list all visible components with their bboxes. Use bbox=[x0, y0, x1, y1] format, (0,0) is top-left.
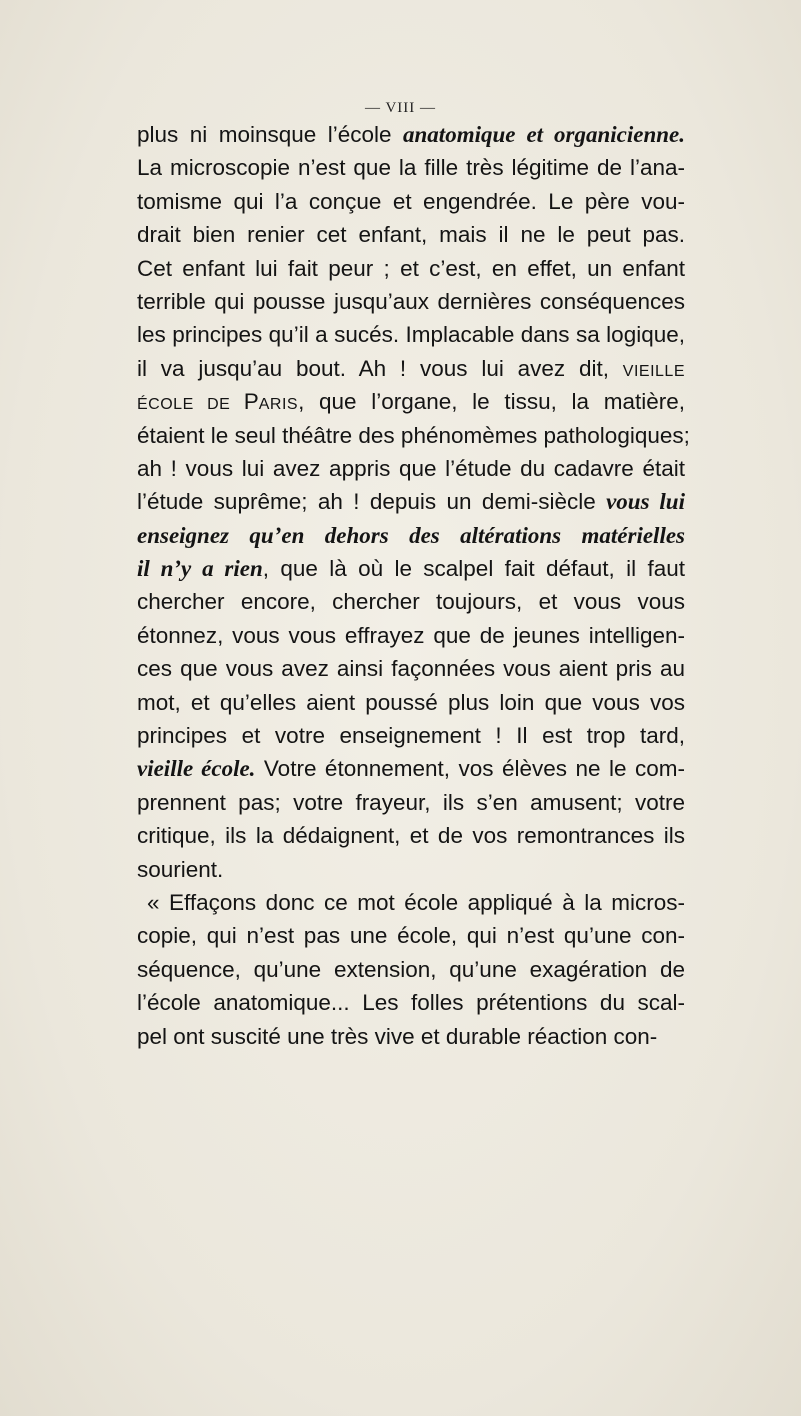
text-segment: chercher encore, chercher toujours, et vous vous bbox=[137, 589, 685, 615]
italic-text: enseignez qu’en dehors des altérations matérielles bbox=[137, 522, 685, 548]
text-segment: plus ni moinsque l’école bbox=[137, 122, 404, 147]
text-line bbox=[137, 619, 685, 652]
text-line bbox=[137, 252, 685, 285]
text-segment: Votre étonnement, vos élèves ne le com- bbox=[255, 756, 685, 782]
page-number-header: — VIII — bbox=[364, 100, 437, 116]
text-segment: séquence, qu’une extension, qu’une exagération de bbox=[137, 956, 685, 982]
text-segment: étonnez, vous vous effrayez que de jeunes intelligen- bbox=[137, 622, 685, 648]
text-line bbox=[137, 485, 685, 518]
italic-text: vieille école. bbox=[137, 756, 256, 782]
text-segment: l’étude suprême; ah ! depuis un demi-siècle bbox=[137, 489, 607, 515]
body-text bbox=[137, 118, 690, 1053]
text-segment: ah ! vous lui avez appris que l’étude du cadavre était bbox=[137, 455, 685, 481]
small-caps-text: ÉCOLE DE bbox=[137, 396, 244, 414]
text-segment: mot, et qu’elles aient poussé plus loin que vous vos bbox=[137, 689, 685, 715]
text-line bbox=[137, 953, 685, 986]
text-line bbox=[137, 786, 685, 819]
text-line bbox=[137, 853, 685, 886]
text-line bbox=[137, 285, 685, 318]
italic-text: vous lui bbox=[606, 489, 685, 515]
text-segment: Cet enfant lui fait peur ; et c’est, en effet, un enfant bbox=[137, 255, 685, 281]
text-segment: La microscopie n’est que la fille très légitime de l’ana- bbox=[137, 155, 685, 181]
text-segment: prennent pas; votre frayeur, ils s’en amusent; votre bbox=[137, 789, 685, 815]
text-line bbox=[137, 519, 685, 552]
text-segment: ces que vous avez ainsi façonnées vous aient pris au bbox=[137, 656, 685, 682]
text-segment: sourient. bbox=[137, 856, 224, 882]
text-line bbox=[137, 819, 685, 852]
text-segment: critique, ils la dédaignent, et de vos remontrances ils bbox=[137, 823, 685, 849]
text-segment: principes et votre enseignement ! Il est trop tard, bbox=[137, 723, 685, 749]
italic-text: anatomique et organicienne. bbox=[403, 122, 685, 147]
text-segment: les principes qu’il a sucés. Implacable dans sa logique, bbox=[137, 322, 685, 348]
text-segment: copie, qui n’est pas une école, qui n’est qu’une con- bbox=[137, 923, 685, 949]
small-caps-text: VIEILLE bbox=[622, 362, 685, 380]
text-line bbox=[137, 419, 690, 452]
text-line bbox=[137, 118, 685, 151]
text-line bbox=[137, 318, 685, 351]
text-line bbox=[137, 552, 685, 585]
text-line bbox=[137, 1020, 685, 1053]
text-segment: il va jusqu’au bout. Ah ! vous lui avez dit, bbox=[137, 355, 623, 381]
text-segment: , que là où le scalpel fait défaut, il faut bbox=[262, 556, 685, 582]
text-line bbox=[137, 185, 685, 218]
text-line bbox=[137, 151, 685, 184]
italic-text: il n’y a rien bbox=[137, 556, 263, 582]
text-segment: , que l’organe, le tissu, la matière, bbox=[298, 389, 685, 415]
small-caps-text: ARIS bbox=[258, 396, 299, 414]
text-segment: P bbox=[243, 389, 259, 415]
text-segment: drait bien renier cet enfant, mais il ne le peut pas. bbox=[137, 222, 685, 248]
text-line bbox=[137, 752, 685, 785]
text-line bbox=[137, 886, 685, 919]
text-line bbox=[137, 686, 685, 719]
text-line bbox=[137, 218, 685, 251]
text-line bbox=[137, 919, 685, 952]
text-line bbox=[137, 385, 685, 418]
text-line bbox=[137, 352, 685, 385]
text-segment: terrible qui pousse jusqu’aux dernières conséquences bbox=[137, 288, 685, 314]
text-line bbox=[137, 986, 685, 1019]
text-segment: étaient le seul théâtre des phénomèmes pathologiques; bbox=[137, 422, 690, 448]
text-line bbox=[137, 585, 685, 618]
text-segment: tomisme qui l’a conçue et engendrée. Le père vou- bbox=[137, 188, 685, 214]
text-line bbox=[137, 452, 685, 485]
text-line bbox=[137, 719, 685, 752]
text-segment: pel ont suscité une très vive et durable réaction con- bbox=[137, 1023, 658, 1049]
text-line bbox=[137, 652, 685, 685]
text-segment: « Effaçons donc ce mot école appliqué à la micros- bbox=[147, 889, 685, 915]
text-segment: l’école anatomique... Les folles prétentions du scal- bbox=[137, 990, 685, 1016]
